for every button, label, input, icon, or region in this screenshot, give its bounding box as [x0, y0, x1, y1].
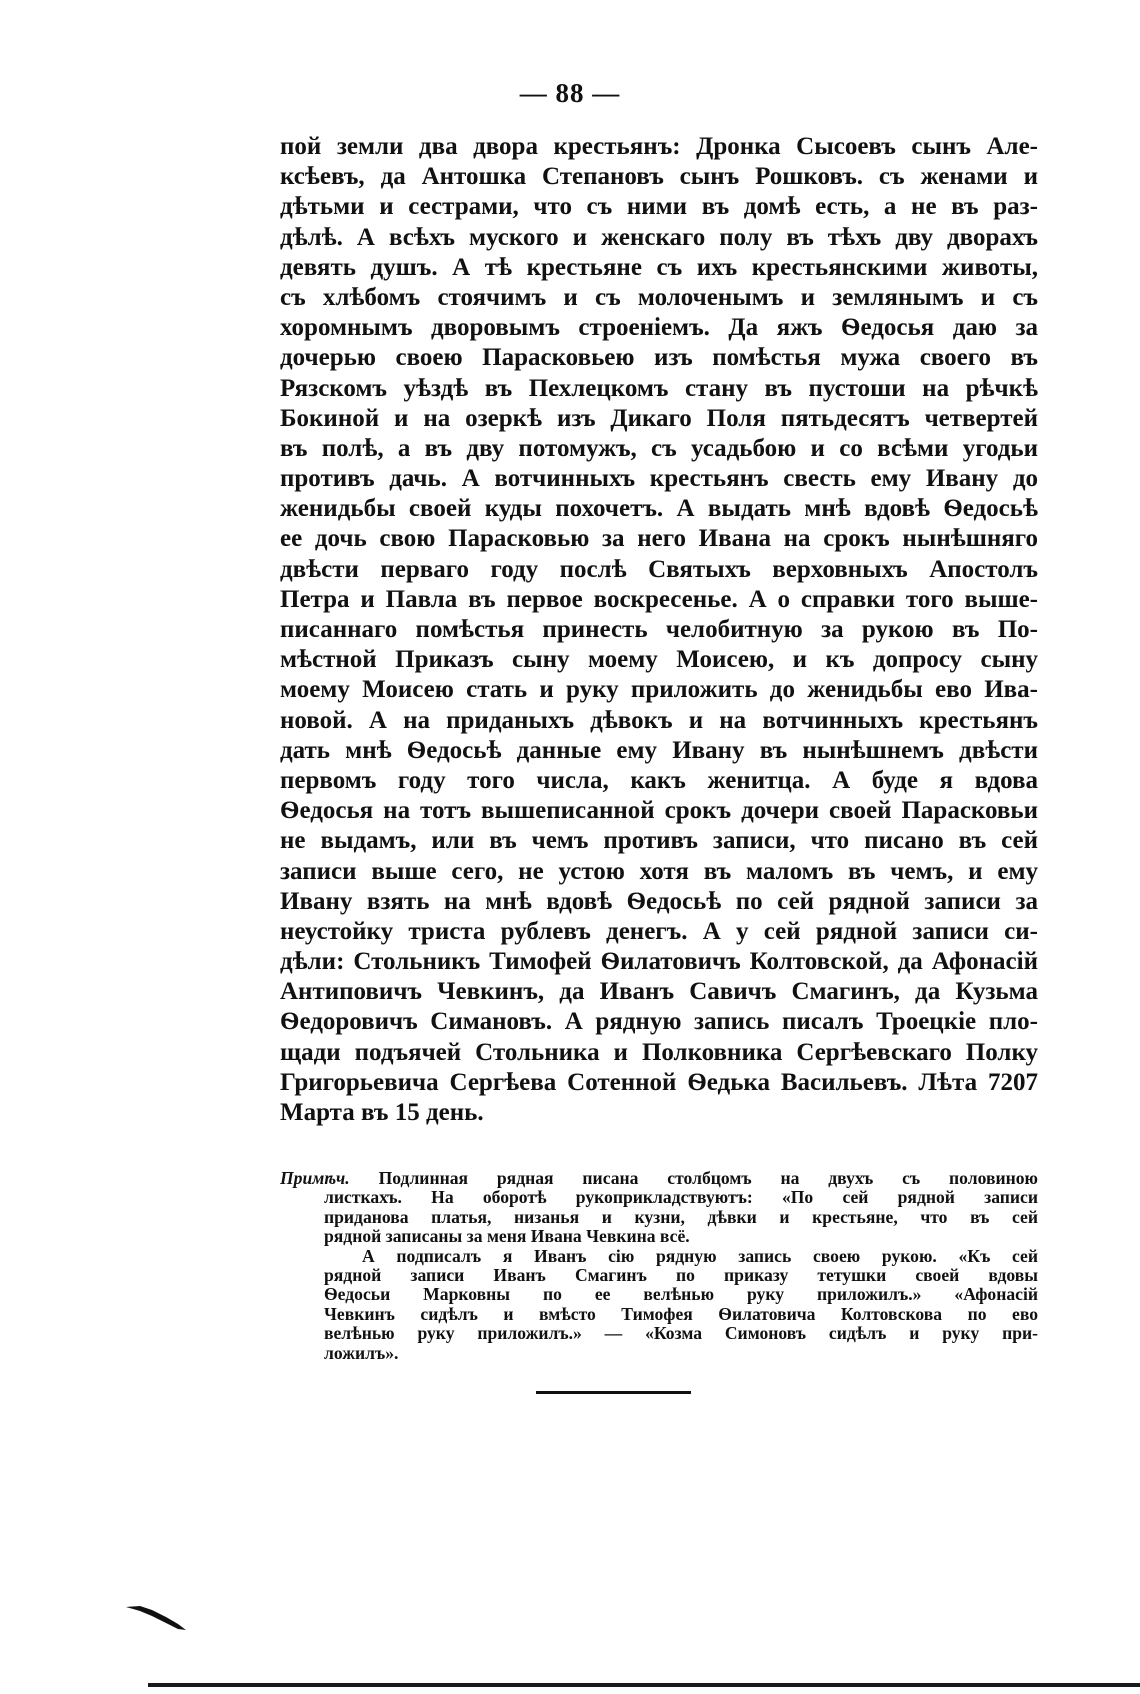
body-line-last: Марта въ 15 день. [280, 1099, 484, 1126]
body-line: дочерью своею Парасковьею изъ помѣстья мужа своего въ [280, 344, 1038, 372]
body-line: дѣли: Стольникъ Тимофей Ѳилатовичъ Колтовской, да Афонасій [280, 948, 1038, 976]
page-number: — 88 — [519, 78, 621, 108]
footnote-paragraph-line: А подписалъ я Иванъ сію рядную запись своею рукою. «Къ сей [362, 1246, 1038, 1266]
page-bottom-edge [148, 1683, 1140, 1687]
body-line: писаннаго помѣстья принесть челобитную за рукою въ По- [280, 616, 1038, 643]
footnote-line: рядной записаны за меня Ивана Чевкина всё. [324, 1227, 690, 1247]
footnote-line: Ѳедосьи Марковны по ее велѣнью руку приложилъ.» «Афонасій [324, 1285, 1038, 1305]
body-line: съ хлѣбомъ стоячимъ и съ молоченымъ и землянымъ и съ [280, 283, 1038, 311]
body-line: Ивану взять на мнѣ вдовѣ Ѳедосьѣ по сей рядной записи за [280, 887, 1038, 915]
body-line: первомъ году того числа, какъ женитца. А буде я вдова [280, 766, 1038, 794]
body-line: мѣстной Приказъ сыну моему Моисею, и къ допросу сыну [280, 646, 1038, 674]
footnote-lead: Примѣч. [280, 1169, 350, 1188]
body-line: Ѳедосья на тотъ вышеписанной срокъ дочери своей Парасковьи [280, 797, 1038, 825]
footnote-line: рядной записи Иванъ Смагинъ по приказу тетушки своей вдовы [324, 1265, 1038, 1285]
body-line: моему Моисею стать и руку приложить до женидьбы ево Ива- [280, 676, 1038, 704]
body-line: Антиповичъ Чевкинъ, да Иванъ Савичъ Смагинъ, да Кузьма [280, 978, 1038, 1006]
body-line: женидьбы своей куды похочетъ. А выдать мнѣ вдовѣ Ѳедосьѣ [280, 495, 1038, 523]
section-divider [536, 1391, 691, 1394]
body-line: Петра и Павла въ первое воскресенье. А о справки того выше- [280, 585, 1038, 613]
main-text-block [280, 132, 1038, 1128]
body-line: не выдамъ, или въ чемъ противъ записи, что писано въ сей [280, 827, 1038, 855]
body-line: дать мнѣ Ѳедосьѣ данные ему Ивану въ нынѣшнемъ двѣсти [280, 736, 1038, 764]
body-line: въ полѣ, а въ дву потомужъ, съ усадьбою и со всѣми угодьи [280, 434, 1038, 462]
body-line: хоромнымъ дворовымъ строеніемъ. Да яжъ Ѳедосья даю за [280, 314, 1038, 342]
footnote-line: Чевкинъ сидѣлъ и вмѣсто Тимофея Ѳилатовича Колтовскова по ево [324, 1304, 1038, 1324]
body-line: Ѳедоровичъ Симановъ. А рядную запись писалъ Троецкіе пло- [280, 1008, 1038, 1036]
footnote-line: листкахъ. На оборотѣ рукоприкладствуютъ: «По сей рядной записи [324, 1188, 1038, 1208]
body-line: Рязскомъ уѣздѣ въ Пехлецкомъ стану въ пустоши на рѣчкѣ [280, 374, 1038, 402]
footnote-line: приданова платья, низанья и кузни, дѣвки и крестьяне, что въ сей [324, 1207, 1038, 1227]
body-line: Бокиной и на озеркѣ изъ Дикаго Поля пятьдесятъ четвертей [280, 404, 1038, 432]
body-line: неустойку триста рублевъ денегъ. А у сей рядной записи си- [280, 917, 1038, 945]
body-line: девять душъ. А тѣ крестьяне съ ихъ крестьянскими животы, [280, 253, 1038, 281]
footnote-first-line-text: Подлинная рядная писана столбцомъ на двухъ съ половиною [349, 1169, 1038, 1188]
body-line: новой. А на приданыхъ дѣвокъ и на вотчинныхъ крестьянъ [280, 706, 1038, 734]
body-line: ксѣевъ, да Антошка Степановъ сынъ Рошковъ. съ женами и [280, 163, 1038, 191]
body-line: противъ дачь. А вотчинныхъ крестьянъ свесть ему Ивану до [280, 465, 1038, 493]
body-line: пой земли два двора крестьянъ: Дронка Сысоевъ сынъ Але- [280, 133, 1038, 160]
body-line: дѣлѣ. А всѣхъ муского и женскаго полу въ тѣхъ дву дворахъ [280, 223, 1038, 251]
ink-smudge [126, 1604, 190, 1634]
body-line: щади подъячей Стольника и Полковника Сергѣевскаго Полку [280, 1038, 1038, 1066]
footnote [280, 1169, 1038, 1363]
footnote-line: ложилъ». [324, 1343, 399, 1363]
body-line: Григорьевича Сергѣева Сотенной Ѳедька Васильевъ. Лѣта 7207 [280, 1068, 1038, 1096]
body-line: дѣтьми и сестрами, что съ ними въ домѣ есть, а не въ раз- [280, 193, 1038, 221]
body-line: ее дочь свою Парасковью за него Ивана на срокъ нынѣшняго [280, 525, 1038, 553]
body-line: двѣсти перваго году послѣ Святыхъ верховныхъ Апостолъ [280, 555, 1038, 583]
footnote-line: велѣнью руку приложилъ.» — «Козма Симоновъ сидѣлъ и руку при- [324, 1324, 1038, 1344]
footnote-first-line [280, 1169, 1038, 1188]
body-line: записи выше сего, не устою хотя въ маломъ въ чемъ, и ему [280, 857, 1038, 885]
